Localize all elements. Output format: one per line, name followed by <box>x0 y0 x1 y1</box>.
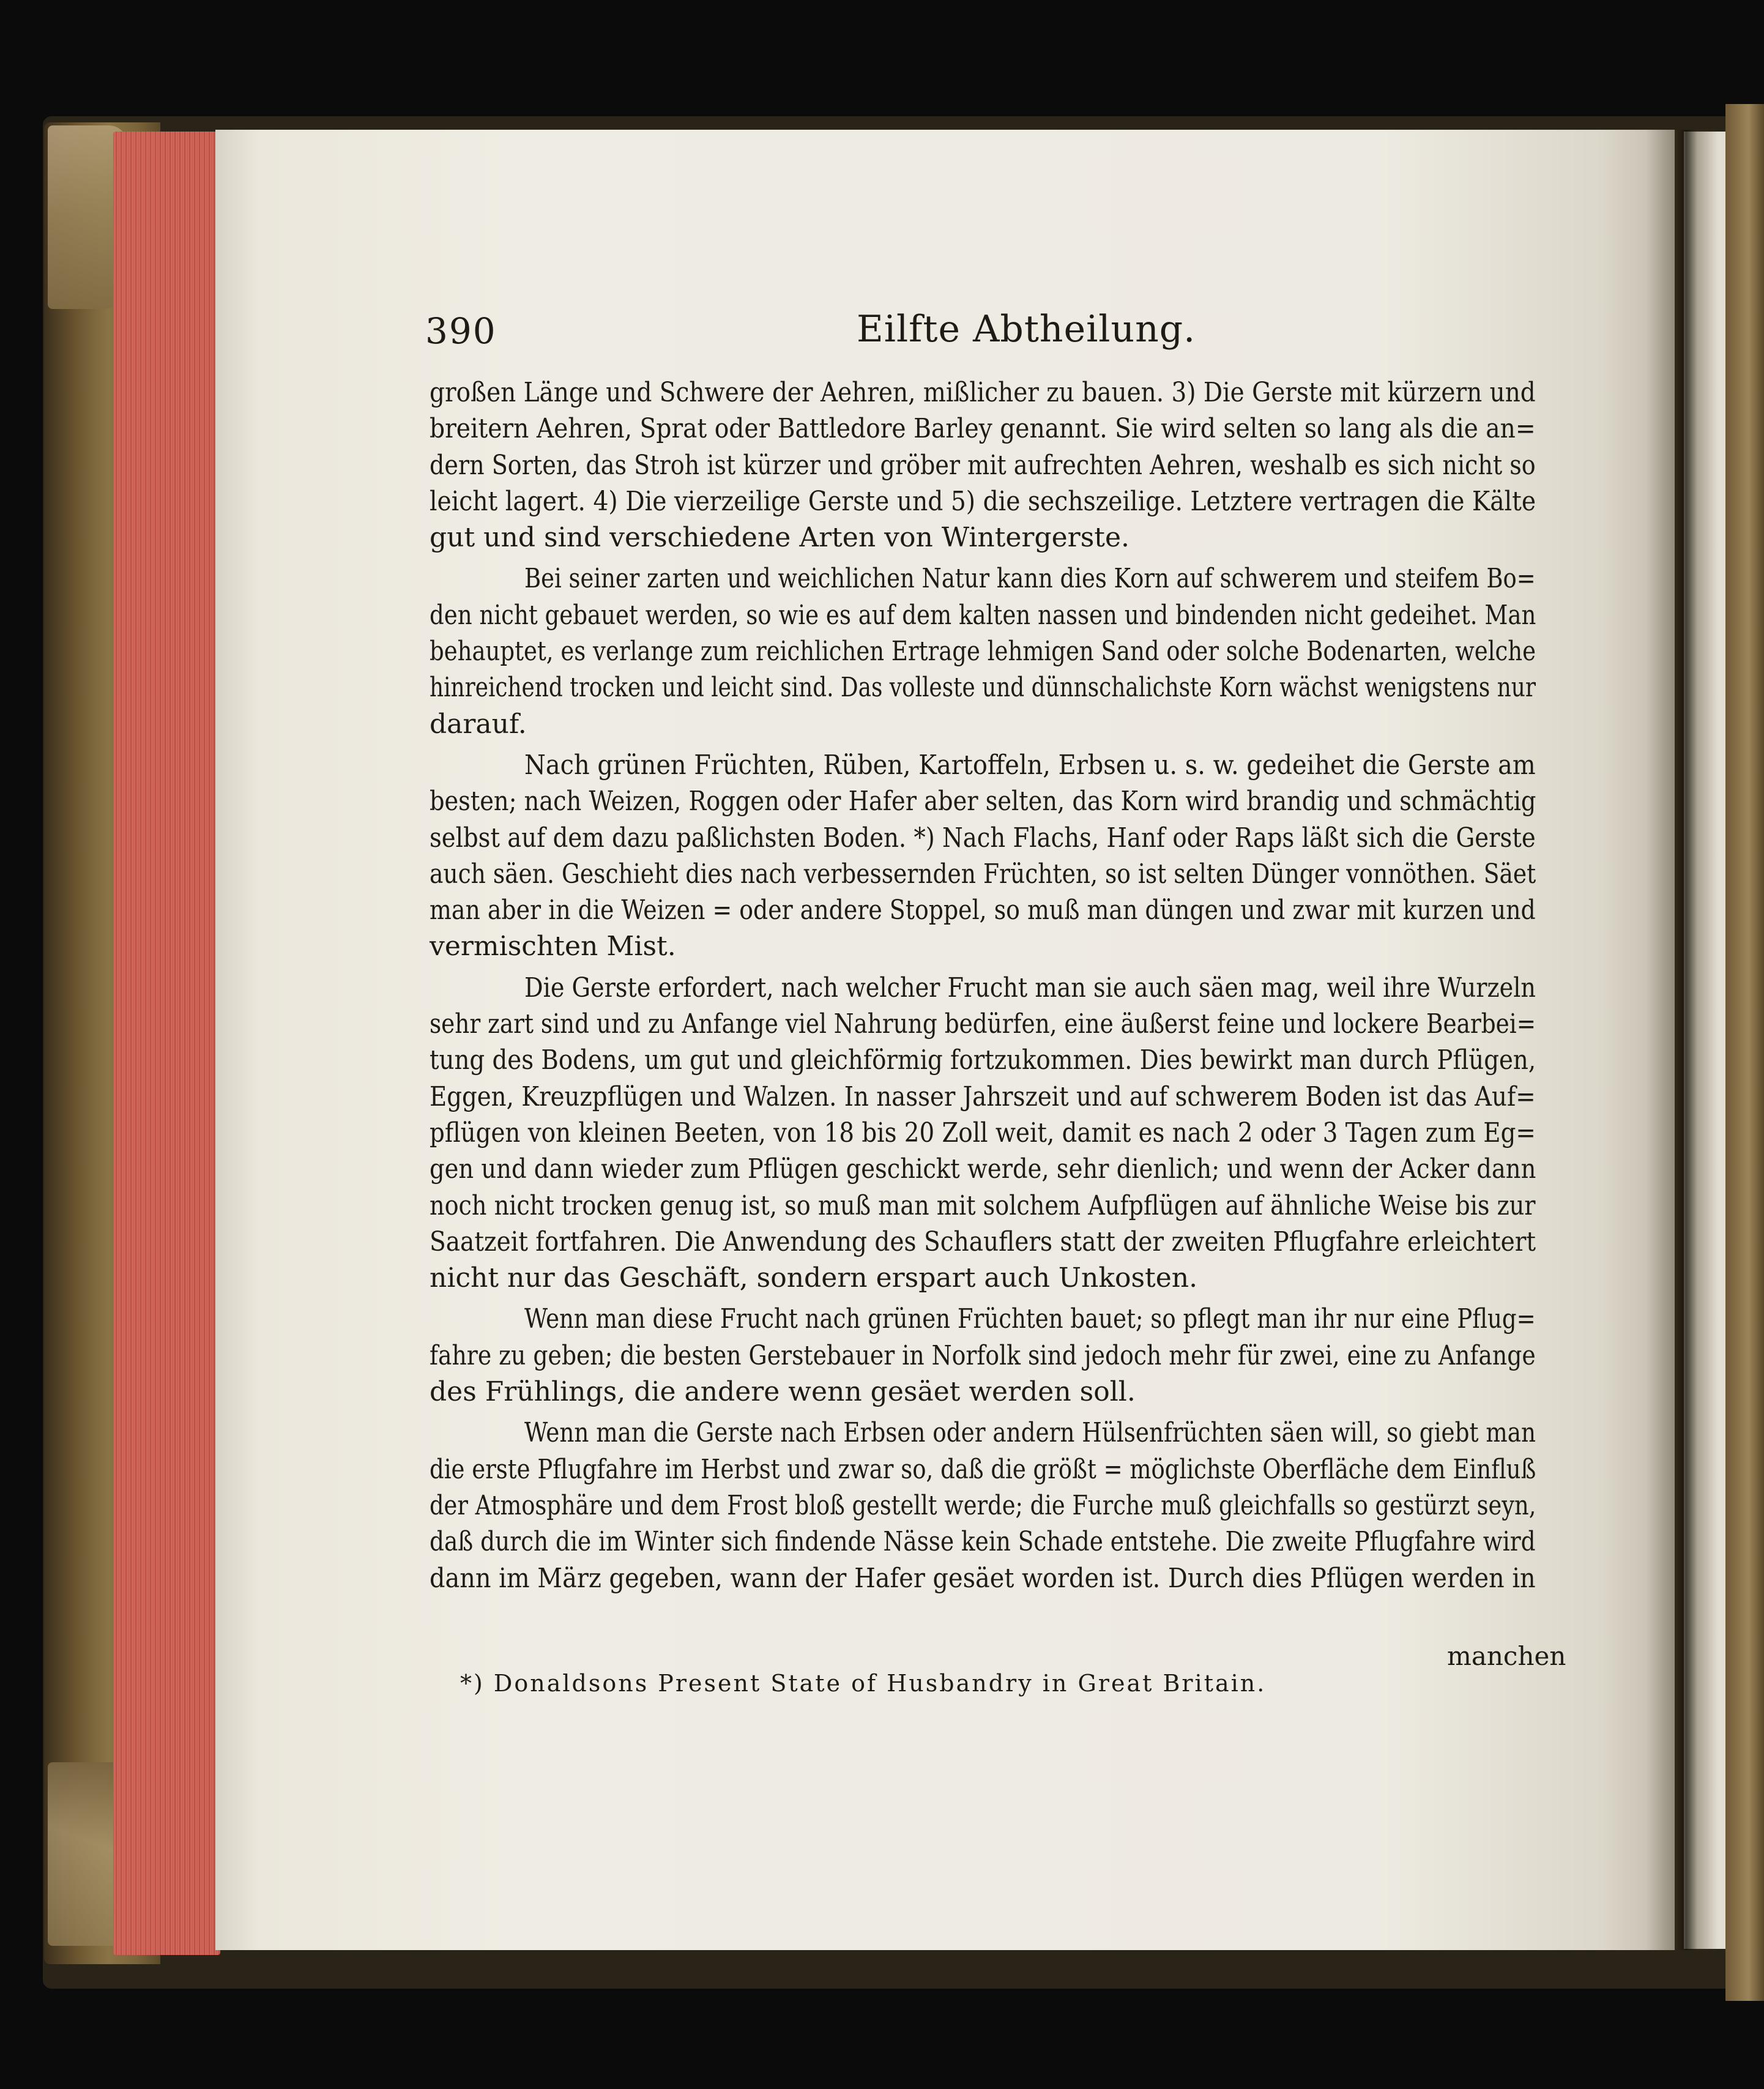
body-line: Nach grünen Früchten, Rüben, Kartoffeln, Erbsen u. s. w. gedeihet die Gerste am <box>524 750 1536 781</box>
body-line: nicht nur das Geschäft, sondern erspart auch Unkosten. <box>430 1262 1198 1294</box>
body-line: sehr zart sind und zu Anfange viel Nahrung bedürfen, eine äußerst feine und lockere Bearbei= <box>430 1008 1536 1040</box>
body-line: des Frühlings, die andere wenn gesäet werden soll. <box>430 1376 1136 1407</box>
body-line: großen Länge und Schwere der Aehren, mißlicher zu bauen. 3) Die Gerste mit kürzern und <box>430 377 1536 408</box>
body-line: selbst auf dem dazu paßlichsten Boden. *) Nach Flachs, Hanf oder Raps läßt sich die Gerste <box>430 822 1536 854</box>
body-line: besten; nach Weizen, Roggen oder Hafer aber selten, das Korn wird brandig und schmächtig <box>430 786 1536 817</box>
body-line: vermischten Mist. <box>430 931 676 962</box>
body-line: die erste Pflugfahre im Herbst und zwar so, daß die größt = möglichste Oberfläche dem Einfluß <box>430 1454 1536 1485</box>
right-leather-board <box>1725 104 1764 2001</box>
body-line: leicht lagert. 4) Die vierzeilige Gerste und 5) die sechszeilige. Letztere vertragen die Kälte <box>430 486 1536 517</box>
body-line: dann im März gegeben, wann der Hafer gesäet worden ist. Durch dies Pflügen werden in <box>430 1563 1536 1594</box>
body-line: Saatzeit fortfahren. Die Anwendung des Schauflers statt der zweiten Pflugfahre erleichtert <box>430 1226 1536 1257</box>
catchword: manchen <box>1447 1641 1566 1671</box>
body-line: daß durch die im Winter sich findende Nässe kein Schade entstehe. Die zweite Pflugfahre wird <box>430 1526 1536 1557</box>
body-line: den nicht gebauet werden, so wie es auf dem kalten nassen und bindenden nicht gedeihet. Man <box>430 600 1536 631</box>
body-line: auch säen. Geschieht dies nach verbessernden Früchten, so ist selten Dünger vonnöthen. Säet <box>430 858 1536 890</box>
footnote: *) Donaldsons Present State of Husbandry in Great Britain. <box>460 1670 1267 1697</box>
body-line: behauptet, es verlange zum reichlichen Ertrage lehmigen Sand oder solche Bodenarten, welche <box>430 636 1536 667</box>
body-line: darauf. <box>430 709 527 740</box>
body-line: Bei seiner zarten und weichlichen Natur kann dies Korn auf schwerem und steifem Bo= <box>524 563 1536 594</box>
body-line: Wenn man diese Frucht nach grünen Früchten bauet; so pflegt man ihr nur eine Pflug= <box>524 1303 1536 1335</box>
red-page-edges <box>113 132 220 1955</box>
body-line: pflügen von kleinen Beeten, von 18 bis 20 Zoll weit, damit es nach 2 oder 3 Tagen zum Eg= <box>430 1117 1536 1149</box>
body-line: noch nicht trocken genug ist, so muß man mit solchem Aufpflügen auf ähnliche Weise bis zur <box>430 1190 1536 1221</box>
body-line: hinreichend trocken und leicht sind. Das volleste und dünnschalichste Korn wächst wenigstens nur <box>430 672 1536 703</box>
running-head: Eilfte Abtheilung. <box>857 308 1196 351</box>
page-number: 390 <box>425 310 497 352</box>
body-line: gut und sind verschiedene Arten von Wintergerste. <box>430 522 1129 553</box>
page-gutter-shadow <box>1646 130 1719 1950</box>
body-line: man aber in die Weizen = oder andere Stoppel, so muß man düngen und zwar mit kurzen und <box>430 895 1536 926</box>
body-line: Eggen, Kreuzpflügen und Walzen. In nasser Jahrszeit und auf schwerem Boden ist das Auf= <box>430 1081 1536 1112</box>
body-line: Die Gerste erfordert, nach welcher Frucht man sie auch säen mag, weil ihre Wurzeln <box>524 972 1536 1004</box>
body-line: Wenn man die Gerste nach Erbsen oder andern Hülsenfrüchten säen will, so giebt man <box>524 1417 1536 1448</box>
body-line: breitern Aehren, Sprat oder Battledore Barley genannt. Sie wird selten so lang als die an= <box>430 413 1536 444</box>
body-line: gen und dann wieder zum Pflügen geschickt werde, sehr dienlich; und wenn der Acker dann <box>430 1153 1536 1185</box>
body-line: dern Sorten, das Stroh ist kürzer und gröber mit aufrechten Aehren, weshalb es sich nicht so <box>430 450 1536 481</box>
body-line: tung des Bodens, um gut und gleichförmig fortzukommen. Dies bewirkt man durch Pflügen, <box>430 1044 1536 1076</box>
body-line: fahre zu geben; die besten Gerstebauer in Norfolk sind jedoch mehr für zwei, eine zu Anfange <box>430 1340 1536 1371</box>
body-line: der Atmosphäre und dem Frost bloß gestellt werde; die Furche muß gleichfalls so gestürzt seyn, <box>430 1490 1536 1521</box>
